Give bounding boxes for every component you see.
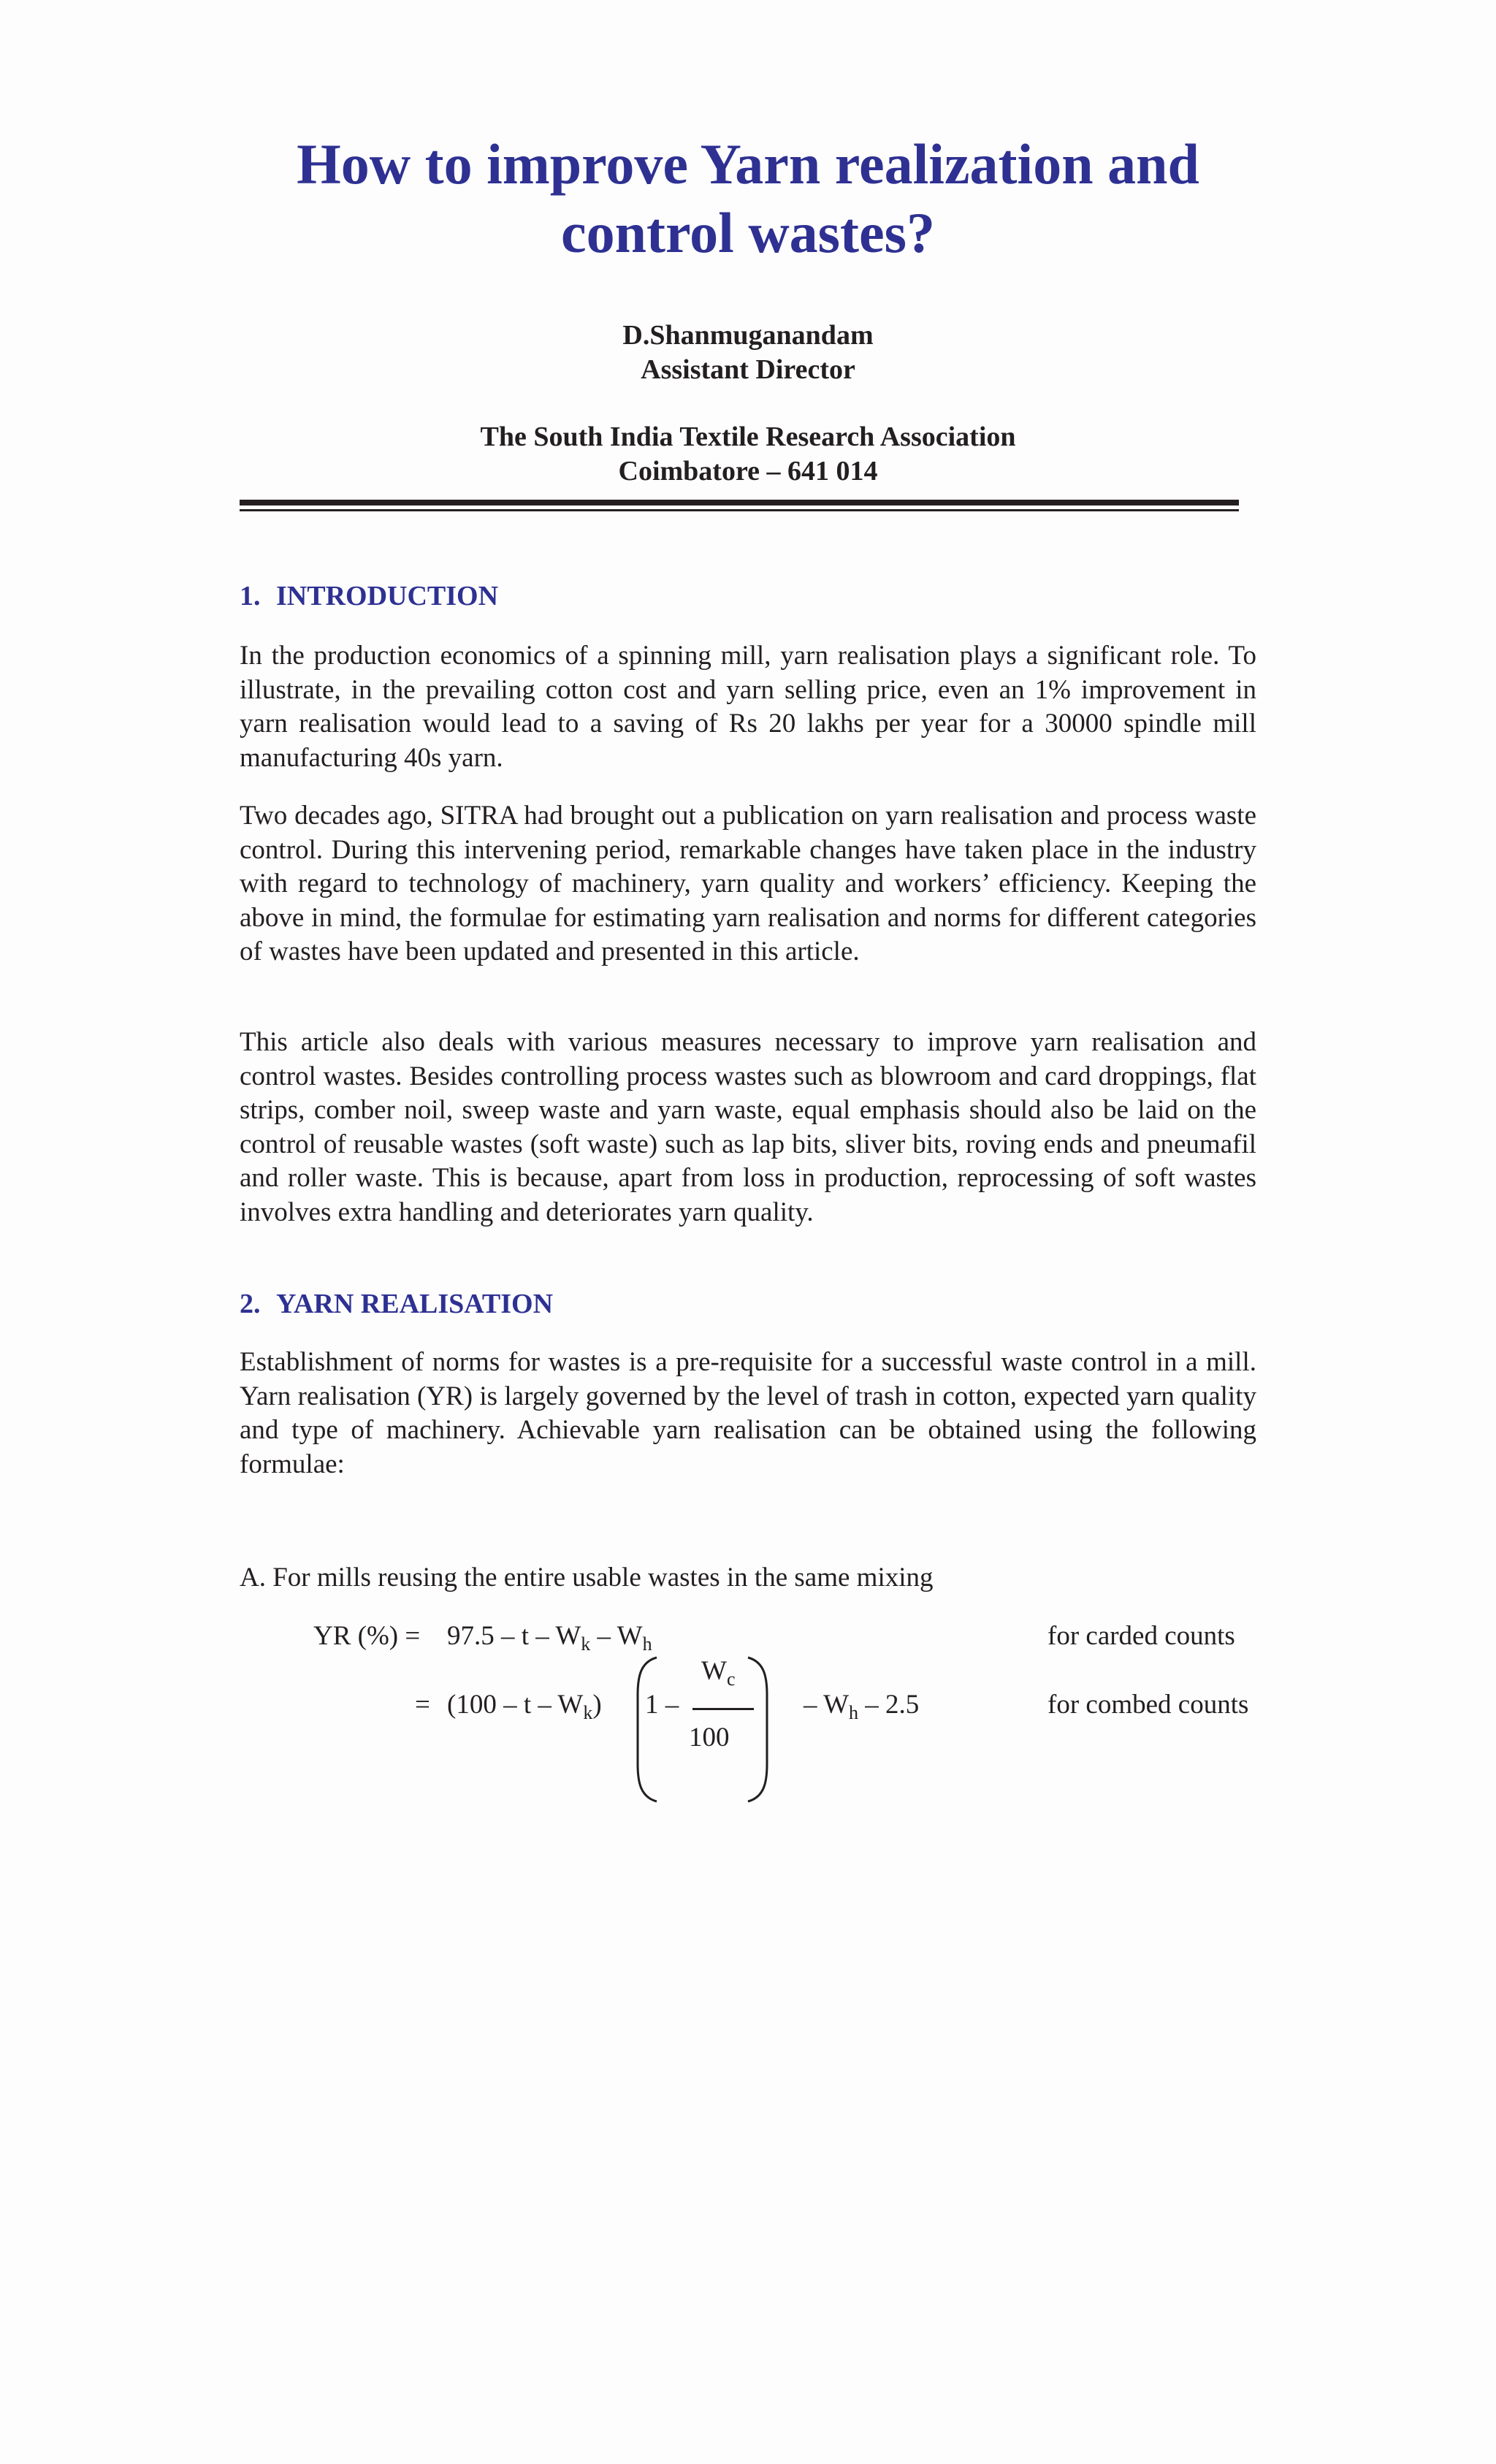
section-heading-yarn-realisation <box>240 1287 553 1321</box>
section-number: 1. <box>240 581 261 611</box>
fraction-numerator <box>701 1655 735 1688</box>
section-title: YARN REALISATION <box>276 1289 554 1319</box>
section-title: INTRODUCTION <box>276 581 499 611</box>
formula-combed-equals: = <box>415 1690 430 1720</box>
expr-part: (100 – t – W <box>447 1690 584 1720</box>
author-organization: The South India Textile Research Association <box>480 422 1016 452</box>
author-city: Coimbatore – 641 014 <box>618 456 878 487</box>
paragraph: In the production economics of a spinning mill, yarn realisation plays a significant role. To illustrate, in the prevailing cotton cost and yarn selling price, even an 1% improvement in yarn realisation would lead to a saving of Rs 20 lakhs per year for a 30000 spindle mill manufacturing 40s yarn. <box>240 641 1256 773</box>
numerator-symbol: W <box>701 1656 727 1686</box>
subscript: k <box>583 1702 593 1723</box>
fraction-denominator: 100 <box>689 1723 730 1752</box>
formula-carded-lhs: YR (%) = <box>313 1621 421 1651</box>
formula-carded-expression <box>447 1620 652 1653</box>
formula-combed-expression <box>447 1688 602 1722</box>
expr-part: 97.5 – t – W <box>447 1621 581 1651</box>
expr-part: – W <box>590 1621 643 1651</box>
section-heading-introduction <box>240 579 498 614</box>
header-rule-thin <box>240 509 1239 511</box>
section-number: 2. <box>240 1289 261 1319</box>
subscript: c <box>726 1668 736 1690</box>
author-designation: Assistant Director <box>641 354 855 385</box>
formula-one-minus: 1 – <box>645 1690 679 1720</box>
formula-combed-note: for combed counts <box>1047 1690 1249 1720</box>
expr-part: ) <box>592 1690 602 1720</box>
formula-intro: A. For mills reusing the entire usable wastes in the same mixing <box>240 1563 934 1593</box>
subscript: k <box>581 1633 591 1655</box>
expr-part: – 2.5 <box>858 1690 920 1720</box>
header-rule-thick <box>240 500 1239 506</box>
formula-carded-note: for carded counts <box>1047 1621 1235 1651</box>
expr-part: – W <box>804 1690 850 1720</box>
paragraph: This article also deals with various measures necessary to improve yarn realisation and control wastes. Besides controlling process wastes such as blowroom and card droppings, flat strips, comber noil, sweep waste and yarn waste, equal emphasis should also be laid on the control of reusable wastes (soft waste) such as lap bits, sliver bits, roving ends and pneumafil and roller waste. This is because, apart from loss in production, reprocessing of soft wastes involves extra handling and deteriorates yarn quality. <box>240 1027 1256 1227</box>
paragraph: Two decades ago, SITRA had brought out a publication on yarn realisation and process waste control. During this intervening period, remarkable changes have taken place in the industry with regard to technology of machinery, yarn quality and workers’ efficiency. Keeping the above in mind, the formulae for estimating yarn realisation and norms for different categories of wastes have been updated and presented in this article. <box>240 801 1256 966</box>
left-parenthesis-icon <box>632 1655 661 1804</box>
author-name: D.Shanmuganandam <box>622 320 874 351</box>
subscript: h <box>849 1702 859 1723</box>
subscript: h <box>642 1633 652 1655</box>
formula-combed-tail <box>804 1688 919 1722</box>
paragraph: Establishment of norms for wastes is a pre-requisite for a successful waste control in a mill. Yarn realisation (YR) is largely governed by the level of trash in cotton, expected yarn quality and type of machinery. Achievable yarn realisation can be obtained using the following formulae: <box>240 1347 1256 1479</box>
right-parenthesis-icon <box>744 1655 773 1804</box>
document-title: How to improve Yarn realization and control wastes? <box>297 132 1199 264</box>
